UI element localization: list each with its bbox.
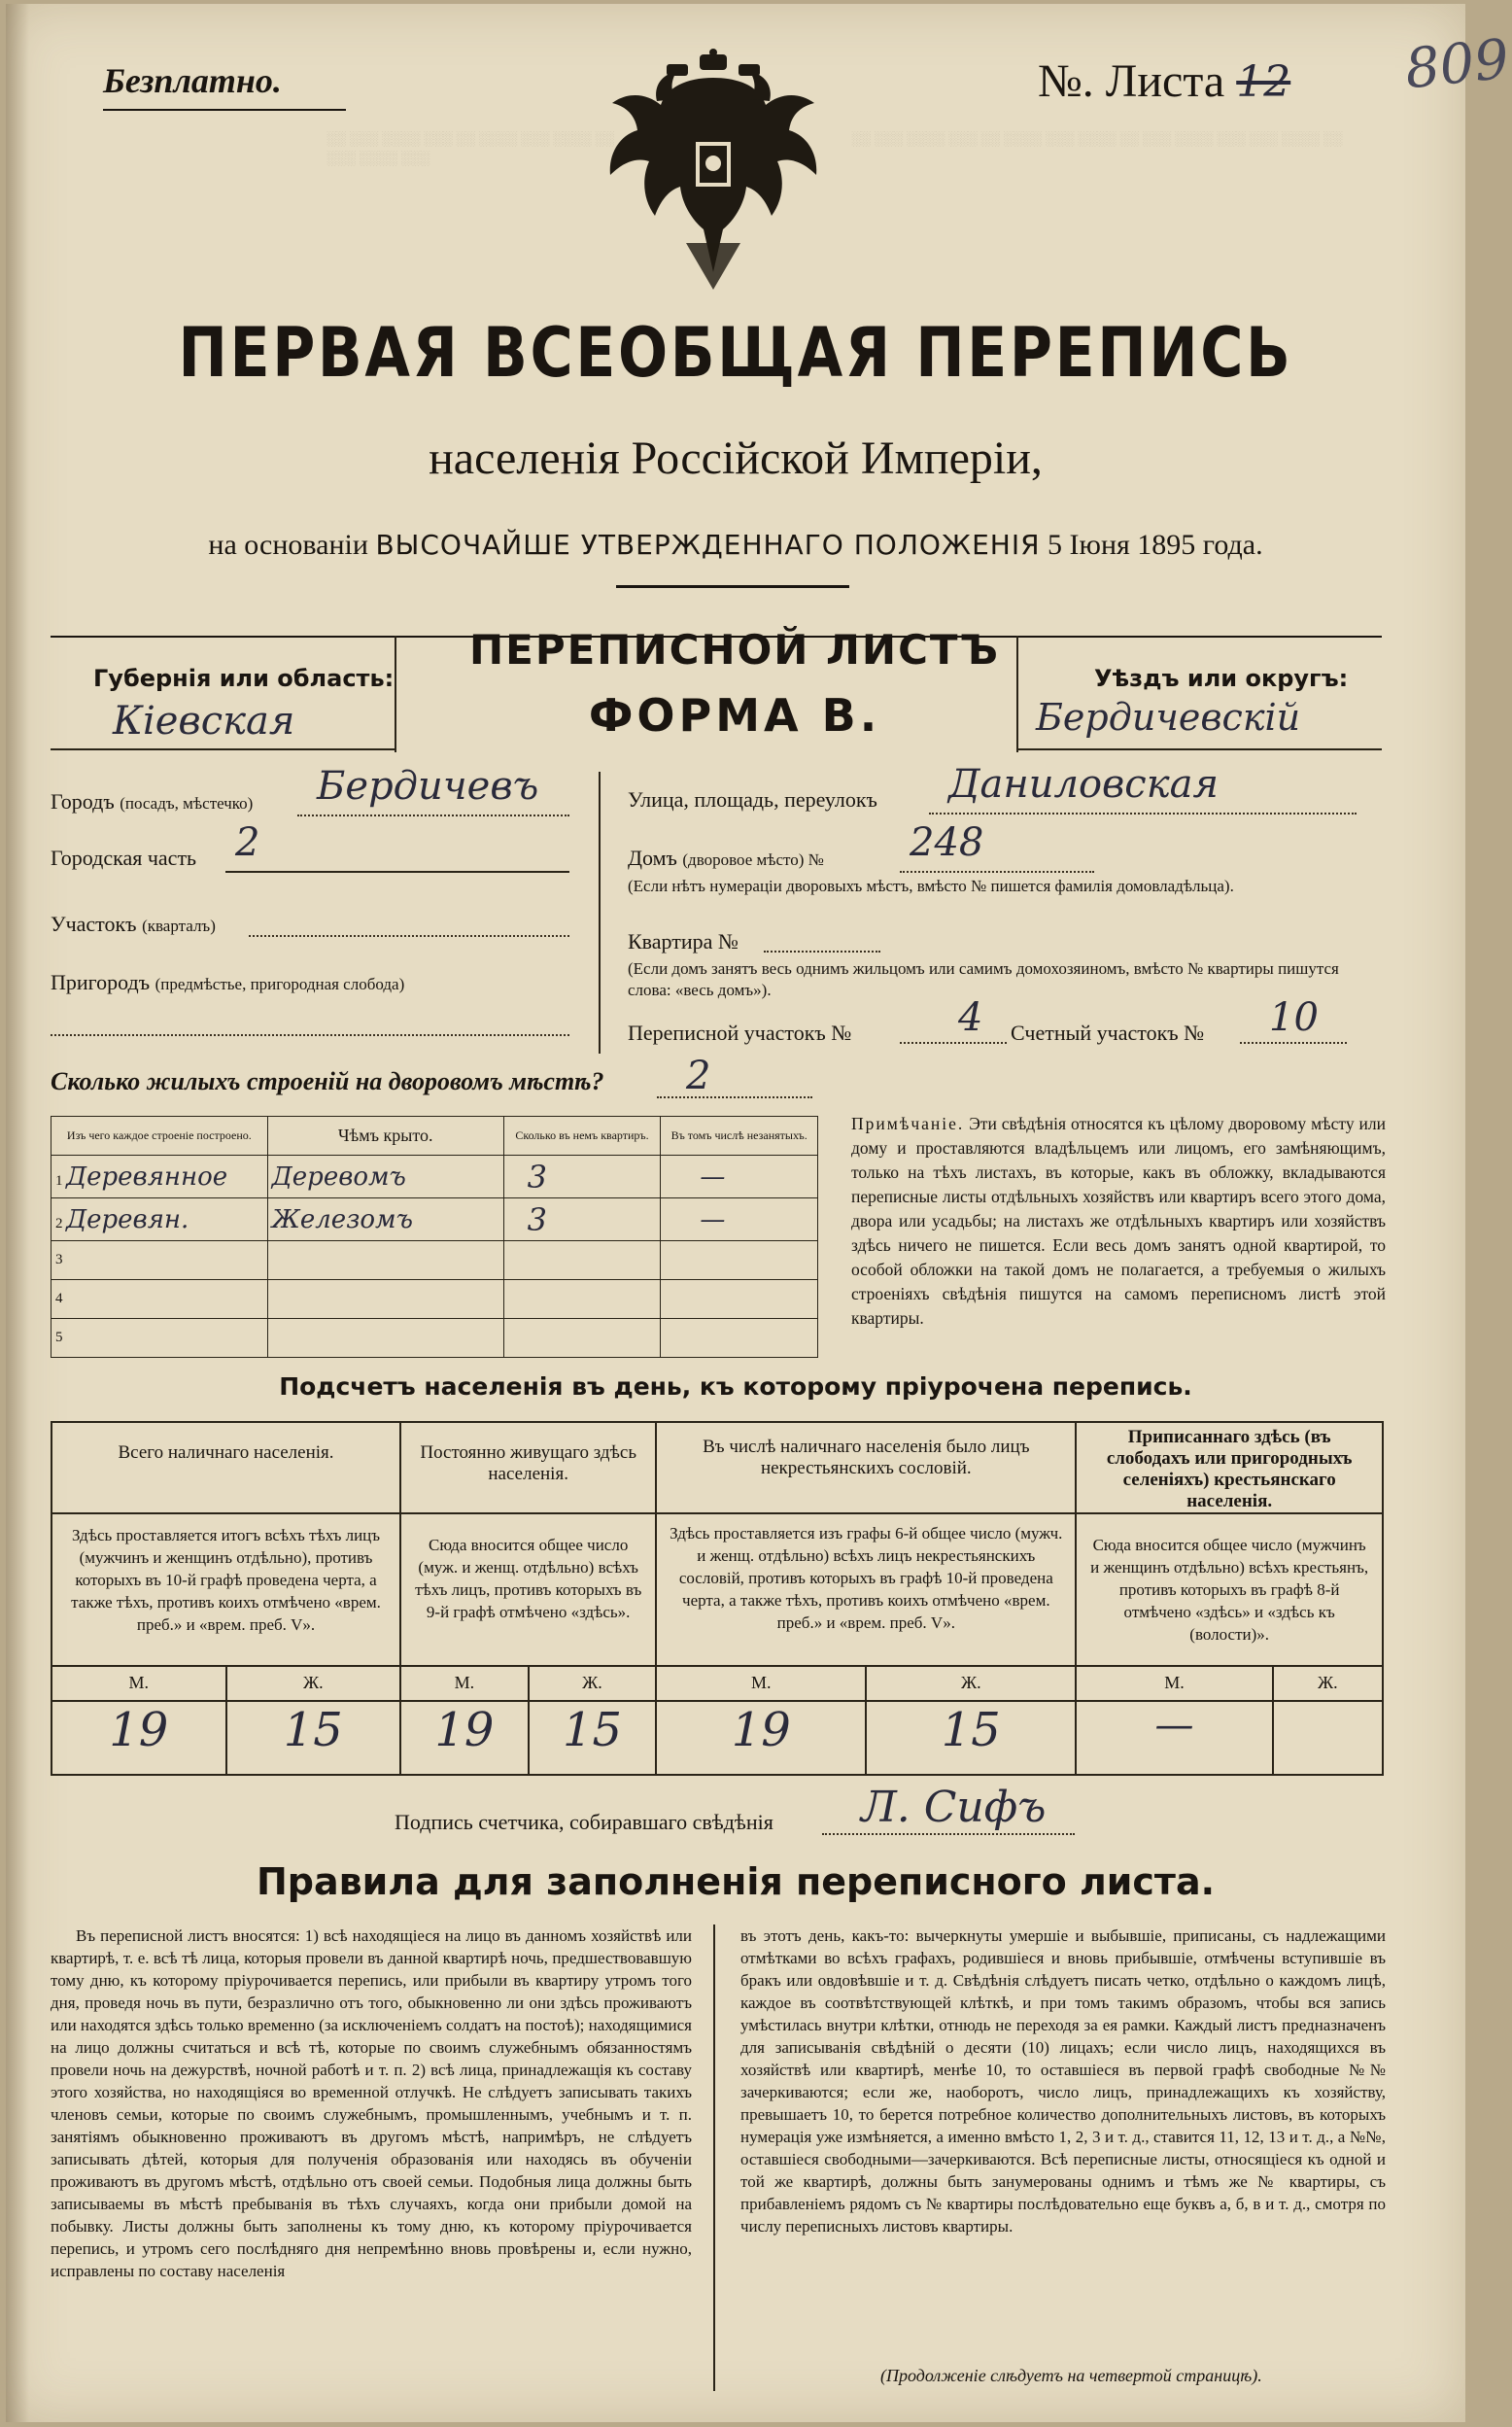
suburb-field: [51, 970, 404, 995]
bld-roof: Железомъ: [267, 1198, 503, 1241]
rules-right-column: въ этотъ день, какъ-то: вычеркнуты умершіе и выбывшіе, приписаны, съ надлежащими отмѣтками во всѣхъ графахъ, родившіеся и вновь прибывшіе, отмѣчены вступившіе въ бракъ или овдовѣвшіе и т. д. Свѣдѣнія слѣдуетъ писать четко, отдѣльно о каждомъ лицѣ, каждое въ соотвѣтствующей клѣткѣ, и при томъ такимъ образомъ, чтобы вся запись умѣстилась внутри клѣтки, отнюдь не переходя за ея рамки. Каждый листъ предназначенъ для записыванія свѣдѣній о десяти (10) лицахъ; если число лицъ, находящихся въ хозяйствѣ или квартирѣ, менѣе 10, то оставшіеся въ первой графѣ свободные №№ зачеркиваются; если же, наоборотъ, число лицъ, принадлежащихъ къ хозяйству, превышаетъ 10, то берется потребное количество дополнительныхъ листовъ, въ которыхъ нумерація уже измѣняется, а именно вмѣсто 1, 2, 3 и т. д., ставится 11, 12, 13 и т. д., а №№, оставшіеся свободными—зачеркиваются. Всѣ переписные листы, относящіеся къ одной и той же квартирѣ, должны быть занумерованы однимъ и тѣмъ же № квартиры, съ прибавленіемъ рядомъ съ № квартиры послѣдовательно еще буквъ а, б, в и т. д., смотря по числу переписныхъ листовъ квартиры.: [740, 1926, 1386, 2236]
bld-roof: Деревомъ: [267, 1156, 503, 1198]
count-sex-row: [52, 1666, 1383, 1701]
free-underline: [103, 109, 346, 111]
bleed-through-left: ░░ ░░░ ░░░░ ░░░ ░░ ░░░░ ░░░ ░░░░ ░░ ░░░ ░░░░ ░░░: [326, 132, 614, 166]
apartment-hint: (Если домъ занятъ весь однимъ жильцомъ или самимъ домохозяиномъ, вмѣсто № квартиры пишутся слова: «весь домъ»).: [628, 959, 1339, 999]
count-head-nonpeasant: Въ числѣ наличнаго населенія было лицъ некрестьянскихъ сословій.: [656, 1422, 1076, 1513]
address-divider: [599, 772, 601, 1054]
count-f-label: Ж.: [1273, 1666, 1383, 1701]
house-field: [628, 846, 824, 871]
uezd-line: [1016, 748, 1382, 750]
form-label: ФОРМА В.: [588, 689, 881, 742]
bld-row-number: 4: [55, 1291, 63, 1306]
signature-label: Подпись счетчика, собиравшаго свѣдѣнія: [395, 1810, 773, 1834]
district-line: [225, 871, 569, 873]
table-row: [52, 1280, 818, 1319]
bld-header-vacant: Въ томъ числѣ незанятыхъ.: [661, 1117, 818, 1156]
bld-cell: [52, 1156, 268, 1198]
count-header-row: [52, 1422, 1383, 1513]
census-subtitle: населенія Россійской Имперіи,: [429, 433, 1043, 484]
note-lead: Примѣчаніе.: [851, 1114, 965, 1133]
count-desc-peasant: Сюда вносится общее число (мужчинъ и женщинъ отдѣльно) всѣхъ крестьянъ, противъ которыхъ въ графѣ 8-й отмѣчено «здѣсь» и «здѣсь къ (волости)».: [1076, 1513, 1383, 1666]
count-permanent-m: 19: [400, 1701, 529, 1775]
suburb-line: [51, 1034, 569, 1036]
bld-header-apts: Сколько въ немъ квартиръ.: [503, 1117, 661, 1156]
sheet-number: [1038, 54, 1290, 108]
bld-header-roof: Чѣмъ крыто.: [267, 1117, 503, 1156]
page-fold: [6, 4, 29, 2422]
count-plot-value: 10: [1269, 995, 1319, 1040]
census-plot-line: [900, 1042, 1007, 1044]
street-label: Улица, площадь, переулокъ: [628, 787, 877, 812]
bleed-through-right: ░░ ░░░ ░░░░ ░░░ ░░ ░░░░ ░░░ ░░░░ ░░ ░░░ ░░░░ ░░░ ░░░ ░░░░ ░░: [851, 132, 1343, 147]
count-m-label: М.: [1076, 1666, 1272, 1701]
table-row: [52, 1198, 818, 1241]
bld-roof: [267, 1280, 503, 1319]
bld-vacant: [661, 1319, 818, 1358]
apartment-line: [764, 951, 880, 953]
bld-row-number: 2: [55, 1215, 63, 1231]
title-divider: [616, 585, 849, 588]
census-sheet: [6, 4, 1512, 2422]
buildings-answer: 2: [686, 1054, 711, 1098]
bld-apts: [503, 1280, 661, 1319]
bld-vacant: —: [661, 1198, 818, 1241]
table-row: [52, 1241, 818, 1280]
buildings-answer-line: [657, 1096, 812, 1098]
city-line: [297, 815, 569, 816]
bld-material: Деревян.: [66, 1204, 189, 1234]
count-f-label: Ж.: [866, 1666, 1076, 1701]
bld-row-number: 5: [55, 1330, 63, 1345]
free-label: Безплатно.: [103, 61, 282, 100]
street-line: [929, 813, 1357, 815]
count-m-label: М.: [52, 1666, 226, 1701]
count-m-label: М.: [656, 1666, 866, 1701]
uezd-value: Бердичевскій: [1036, 696, 1301, 739]
count-f-label: Ж.: [226, 1666, 401, 1701]
rules-continued: (Продолженіе слѣдуетъ на четвертой страницѣ).: [880, 2366, 1262, 2385]
count-head-permanent: Постоянно живущаго здѣсь населенія.: [400, 1422, 656, 1513]
margin-number: 809: [1401, 27, 1512, 102]
count-peasant-m: —: [1076, 1701, 1272, 1775]
count-plot-line: [1240, 1042, 1347, 1044]
count-desc-permanent: Сюда вносится общее число (муж. и женщ. отдѣльно) всѣхъ тѣхъ лицъ, противъ которыхъ въ 9-й графѣ отмѣчено «здѣсь».: [400, 1513, 656, 1666]
sheet-number-label: №. Листа: [1038, 55, 1225, 107]
house-line: [900, 871, 1094, 873]
bld-vacant: [661, 1241, 818, 1280]
table-row: [52, 1156, 818, 1198]
rules-divider: [713, 1924, 715, 2391]
buildings-note: [851, 1112, 1386, 1331]
house-hint: (Если нѣтъ нумераціи дворовыхъ мѣстъ, вмѣсто № пишется фамилія домовладѣльца).: [628, 877, 1234, 895]
suburb-note: (предмѣстье, пригородная слобода): [155, 975, 405, 993]
precinct-note: (кварталъ): [142, 917, 216, 935]
bld-apts: [503, 1319, 661, 1358]
decree-caps: ВЫСОЧАЙШЕ УТВЕРЖДЕННАГО ПОЛОЖЕНІЯ: [375, 529, 1041, 561]
census-plot-value: 4: [958, 995, 983, 1040]
gubernia-value: Кіевская: [113, 699, 295, 744]
buildings-table: [51, 1116, 818, 1358]
count-nonpeasant-f: 15: [866, 1701, 1076, 1775]
count-nonpeasant-m: 19: [656, 1701, 866, 1775]
street-value: Даниловская: [948, 762, 1219, 807]
bld-vacant: —: [661, 1156, 818, 1198]
signature-line: [822, 1833, 1075, 1835]
census-title: ПЕРВАЯ ВСЕОБЩАЯ ПЕРЕПИСЬ: [178, 313, 1293, 393]
form-divider-left: [395, 636, 396, 752]
sheet-number-value: 12: [1236, 57, 1291, 107]
count-title: Подсчетъ населенія въ день, къ которому пріурочена перепись.: [279, 1372, 1192, 1401]
table-row: [52, 1319, 818, 1358]
apartment-label: Квартира №: [628, 929, 739, 953]
population-count-table: [51, 1421, 1384, 1776]
precinct-label: Участокъ: [51, 912, 137, 936]
count-desc-row: [52, 1513, 1383, 1666]
district-label: Городская часть: [51, 846, 197, 870]
count-total-m: 19: [52, 1701, 226, 1775]
house-value: 248: [910, 820, 984, 865]
bld-roof: [267, 1241, 503, 1280]
count-f-label: Ж.: [529, 1666, 657, 1701]
uezd-label: Уѣздъ или округъ:: [1094, 665, 1349, 692]
city-field: [51, 789, 253, 815]
precinct-field: [51, 912, 216, 937]
city-note: (посадъ, мѣстечко): [120, 794, 254, 813]
count-desc-nonpeasant: Здѣсь проставляется изъ графы 6-й общее число (мужч. и женщ. отдѣльно) всѣхъ лицъ некрестьянскихъ сословій, противъ которыхъ въ графѣ 10-й проведена черта, а также тѣхъ, противъ коихъ отмѣчено «врем. преб.» и «врем. преб. V».: [656, 1513, 1076, 1666]
buildings-question: Сколько жилыхъ строеній на дворовомъ мѣстѣ?: [51, 1067, 604, 1095]
bld-header-material: Изъ чего каждое строеніе построено.: [52, 1117, 268, 1156]
house-label: Домъ: [628, 846, 677, 870]
bld-apts: [503, 1241, 661, 1280]
bld-cell: [52, 1280, 268, 1319]
note-text: Эти свѣдѣнія относятся къ цѣлому дворовому мѣсту или дому и проставляются владѣльцемъ или лицомъ, его замѣняющимъ, только на тѣхъ листахъ, въ которые, какъ въ обложку, вкладываются переписные листы отдѣльныхъ хозяйствъ или квартиръ всего этого дома, двора или усадьбы; на листахъ же отдѣльныхъ квартиръ или хозяйствъ здѣсь ничего не пишется. Если весь домъ занятъ одной квартирой, то особой обложки на такой домъ не полагается, а требуемыя о жилыхъ строеніяхъ свѣдѣнія пишутся на самомъ переписномъ листѣ этой квартиры.: [851, 1114, 1387, 1328]
gubernia-label: Губернія или область:: [93, 665, 395, 692]
count-permanent-f: 15: [529, 1701, 657, 1775]
census-decree: [6, 529, 1465, 562]
count-peasant-f: [1273, 1701, 1383, 1775]
bld-apts: 3: [503, 1198, 661, 1241]
buildings-header-row: [52, 1117, 818, 1156]
count-values-row: [52, 1701, 1383, 1775]
double-headed-eagle-icon: [599, 49, 828, 292]
bld-apts: 3: [503, 1156, 661, 1198]
sheet-title: ПЕРЕПИСНОЙ ЛИСТЪ: [468, 626, 1001, 674]
bld-row-number: 3: [55, 1252, 63, 1267]
precinct-line: [249, 935, 569, 937]
house-note: (дворовое мѣсто) №: [682, 850, 824, 869]
bld-cell: [52, 1319, 268, 1358]
count-head-peasant: Приписаннаго здѣсь (въ слободахъ или пригородныхъ селеніяхъ) крестьянскаго населенія.: [1076, 1422, 1383, 1513]
count-total-f: 15: [226, 1701, 401, 1775]
count-plot-label: Счетный участокъ №: [1011, 1021, 1205, 1045]
decree-date: 5 Іюня 1895 года.: [1048, 529, 1263, 561]
count-m-label: М.: [400, 1666, 529, 1701]
signature-value: Л. Сифъ: [861, 1783, 1047, 1832]
rules-title: Правила для заполненія переписного листа.: [256, 1860, 1216, 1903]
bld-cell: [52, 1198, 268, 1241]
gubernia-line: [51, 748, 395, 750]
count-head-total: Всего наличнаго населенія.: [52, 1422, 400, 1513]
city-label: Городъ: [51, 789, 115, 814]
bld-roof: [267, 1319, 503, 1358]
bld-row-number: 1: [55, 1172, 63, 1189]
suburb-label: Пригородъ: [51, 970, 151, 994]
rules-left-column: Въ переписной листъ вносятся: 1) всѣ находящіеся на лицо въ данномъ хозяйствѣ или квартирѣ, т. е. всѣ тѣ лица, которыя провели въ данной квартирѣ ночь, предшествовавшую тому дню, къ которому пріурочивается перепись, или прибыли въ квартиру утромъ того дня, проведя ночь въ пути, безразлично отъ того, обыкновенно ли они здѣсь проживаютъ или находятся здѣсь только временно (за исключеніемъ солдатъ на постоѣ); находящимися на лицо должны считаться и всѣ тѣ, которые по своимъ служебнымъ обязанностямъ провели ночь на дежурствѣ, ночной работѣ и т. п. 2) всѣ лица, принадлежащія къ составу этого хозяйства, но находящіяся во временной отлучкѣ. Не слѣдуетъ записывать такихъ членовъ семьи, которые по своимъ служебнымъ, промышленнымъ, учебнымъ и т. п. занятіямъ обыкновенно проживаютъ въ другомъ мѣстѣ, напримѣръ, не слѣдуетъ записывать дѣтей, которыя для полученія образованія или находясь въ обученіи проживаютъ въ другомъ мѣстѣ, отдѣльно отъ своей семьи. Подобныя лица должны быть записываемы въ мѣстѣ пребыванія въ тѣхъ случаяхъ, когда они прибыли домой на побывку. Листы должны быть заполнены къ тому дню, къ которому пріурочивается перепись, и утромъ сего послѣдняго дня непремѣнно вновь провѣрены и, если нужно, исправлены по составу населенія: [51, 1926, 692, 2280]
decree-prefix: на основаніи: [208, 529, 368, 561]
census-plot-label: Переписной участокъ №: [628, 1021, 852, 1045]
count-desc-total: Здѣсь проставляется итогъ всѣхъ тѣхъ лицъ (мужчинъ и женщинъ отдѣльно), противъ которыхъ въ 10-й графѣ проведена черта, а также тѣхъ, противъ коихъ отмѣчено «врем. преб.» и «врем. преб. V».: [52, 1513, 400, 1666]
bld-material: Деревянное: [66, 1161, 228, 1192]
city-value: Бердичевъ: [317, 764, 539, 809]
bld-vacant: [661, 1280, 818, 1319]
district-value: 2: [235, 820, 260, 865]
bld-cell: [52, 1241, 268, 1280]
